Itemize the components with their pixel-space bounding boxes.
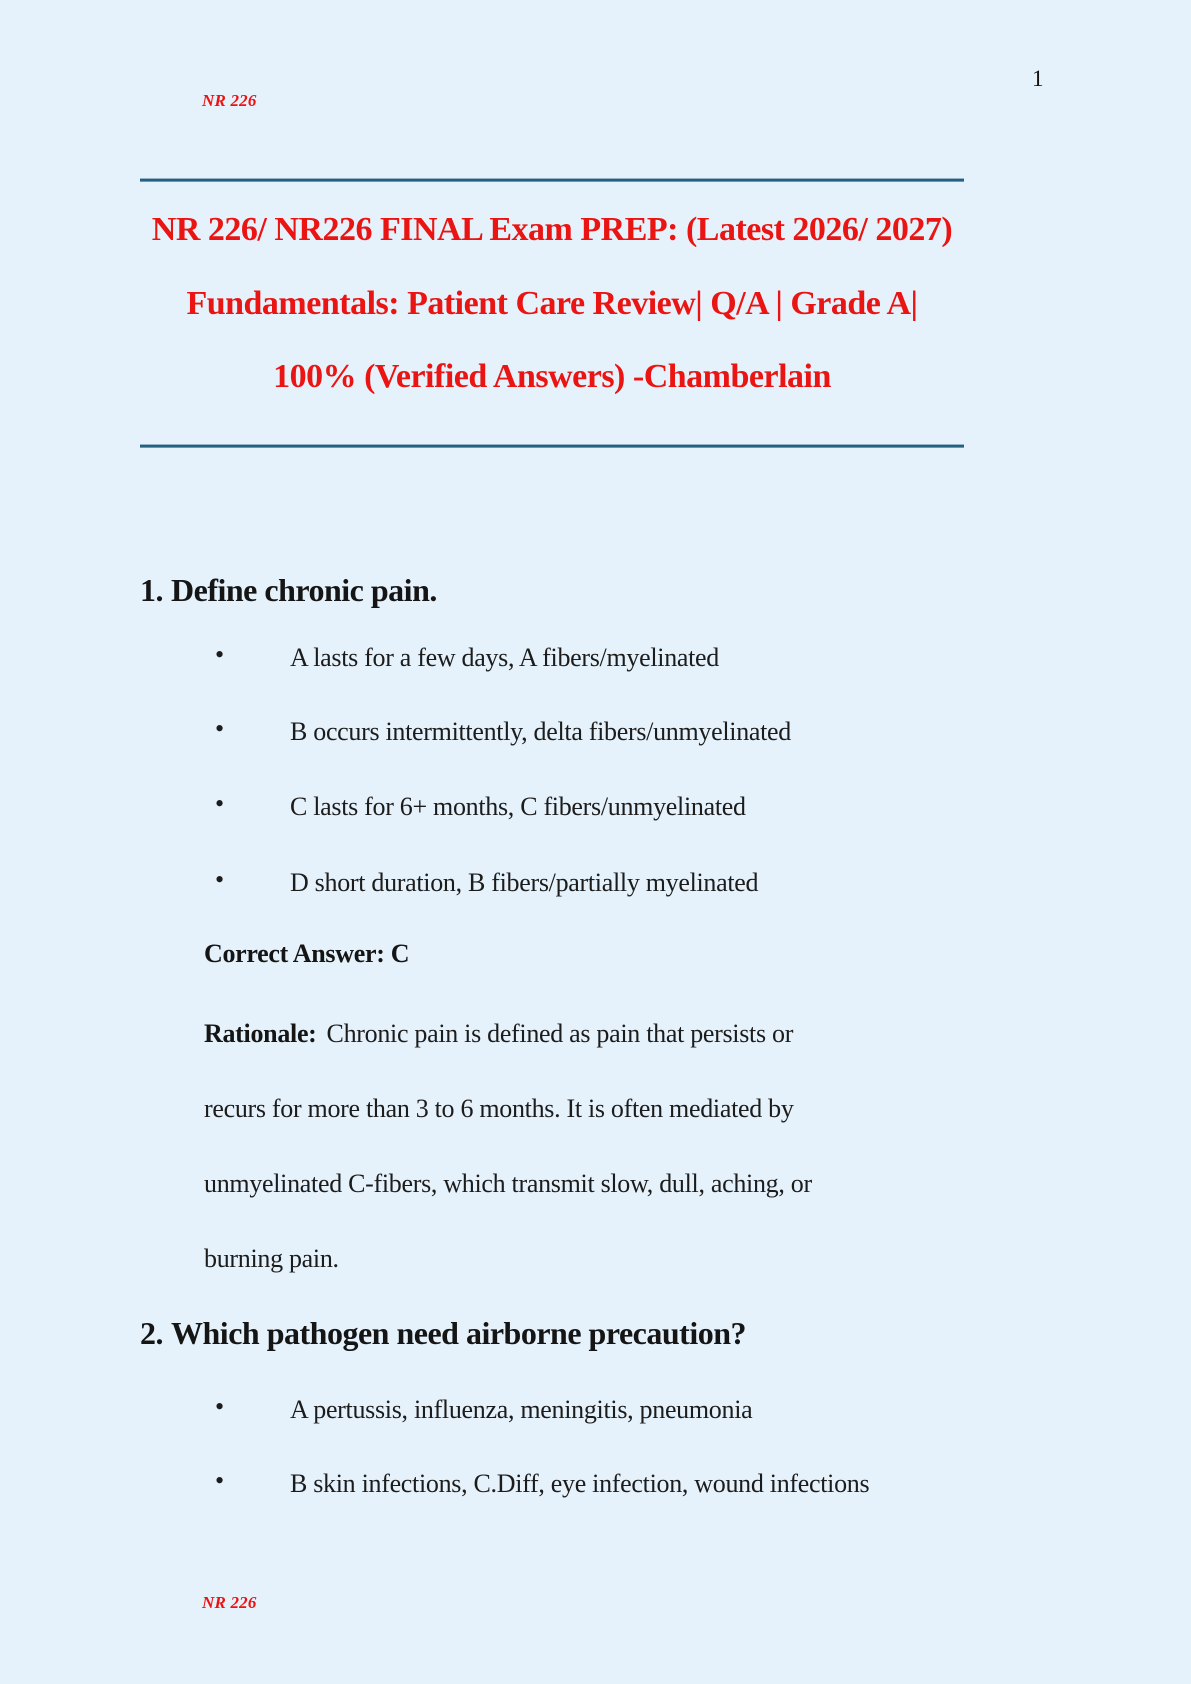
option-text: B occurs intermittently, delta fibers/unmyelinated bbox=[290, 717, 792, 746]
rationale-line: burning pain. bbox=[204, 1244, 339, 1273]
title-divider-bottom bbox=[140, 444, 964, 448]
document-title-line-2: Fundamentals: Patient Care Review| Q/A | Grade A| bbox=[186, 284, 918, 322]
question-1-option-d bbox=[140, 867, 758, 899]
option-text: A lasts for a few days, A fibers/myelinated bbox=[290, 643, 719, 672]
option-text: B skin infections, C.Diff, eye infection, wound infections bbox=[290, 1469, 870, 1498]
question-1-number: 1. bbox=[140, 572, 163, 608]
question-1-option-b bbox=[140, 716, 791, 748]
bullet-icon: • bbox=[215, 865, 224, 894]
question-2-option-b bbox=[140, 1468, 869, 1500]
page-footer-course-code: NR 226 bbox=[202, 1593, 257, 1612]
rationale-line bbox=[204, 996, 1024, 1071]
question-2-text: Which pathogen need airborne precaution? bbox=[171, 1315, 746, 1351]
page-header-course-code: NR 226 bbox=[202, 91, 257, 110]
question-1-text: Define chronic pain. bbox=[171, 572, 437, 608]
bullet-icon: • bbox=[215, 789, 224, 818]
question-1-option-a bbox=[140, 642, 719, 674]
document-title-line-1: NR 226/ NR226 FINAL Exam PREP: (Latest 2026/ 2027) bbox=[151, 211, 953, 248]
option-text: D short duration, B fibers/partially myelinated bbox=[290, 868, 759, 897]
question-2-heading bbox=[140, 1313, 746, 1353]
bullet-icon: • bbox=[215, 714, 224, 743]
question-1-heading bbox=[140, 570, 437, 610]
title-divider-top bbox=[140, 178, 964, 182]
rationale-line: unmyelinated C-fibers, which transmit slow, dull, aching, or bbox=[204, 1169, 812, 1198]
bullet-icon: • bbox=[215, 640, 224, 669]
rationale-text: Chronic pain is defined as pain that persists or bbox=[326, 1019, 794, 1048]
question-2-option-a bbox=[140, 1394, 752, 1426]
option-text: A pertussis, influenza, meningitis, pneumonia bbox=[290, 1395, 753, 1424]
rationale-label: Rationale: bbox=[204, 1019, 317, 1048]
option-text: C lasts for 6+ months, C fibers/unmyelinated bbox=[290, 792, 746, 821]
rationale-line: recurs for more than 3 to 6 months. It is often mediated by bbox=[204, 1094, 794, 1123]
document-title bbox=[140, 193, 964, 414]
question-1-correct-answer: Correct Answer: C bbox=[204, 939, 410, 968]
question-1-rationale bbox=[204, 996, 1024, 1296]
page-number: 1 bbox=[1032, 66, 1044, 91]
bullet-icon: • bbox=[215, 1466, 224, 1495]
question-2-number: 2. bbox=[140, 1315, 163, 1351]
question-1-option-c bbox=[140, 791, 746, 823]
document-title-line-3: 100% (Verified Answers) -Chamberlain bbox=[273, 358, 831, 395]
bullet-icon: • bbox=[215, 1392, 224, 1421]
